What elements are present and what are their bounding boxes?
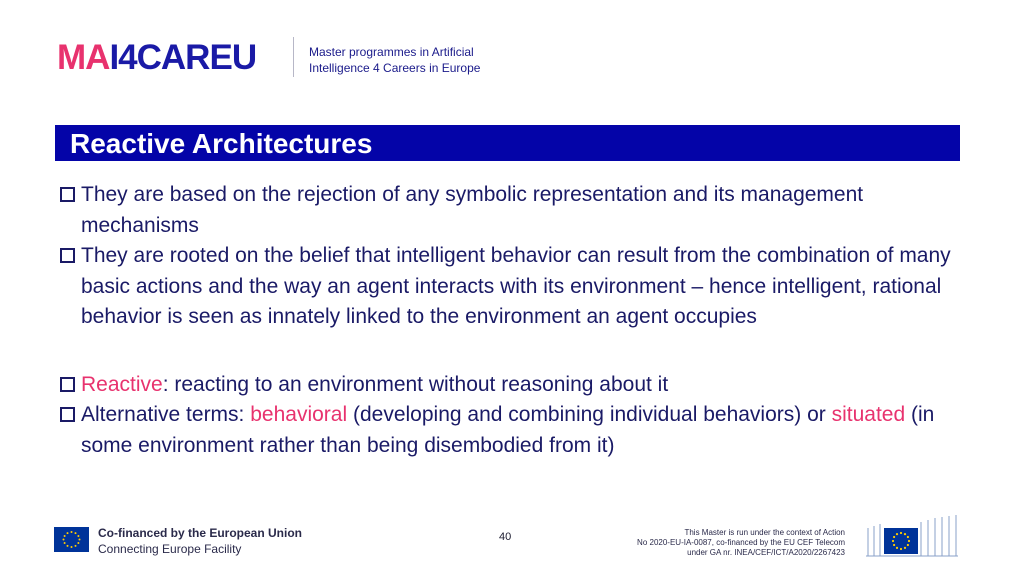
mai4careu-logo bbox=[57, 38, 256, 78]
bullet-text bbox=[81, 400, 968, 461]
subtitle-line-1: Master programmes in Artificial bbox=[309, 45, 474, 59]
action-notice-line-3: under GA nr. INEA/CEF/ICT/A2020/2267423 bbox=[687, 548, 845, 557]
checkbox-bullet-icon bbox=[60, 407, 75, 422]
term-behavioral: behavioral bbox=[250, 403, 348, 426]
subtitle-line-2: Intelligence 4 Careers in Europe bbox=[309, 61, 481, 75]
action-notice bbox=[600, 528, 845, 558]
checkbox-bullet-icon bbox=[60, 377, 75, 392]
alt-terms-suffix: (in some environment rather than being disembodied from it) bbox=[81, 403, 935, 457]
logo-part-ma: MA bbox=[57, 38, 110, 77]
bullet-text: They are based on the rejection of any symbolic representation and its management mechanisms bbox=[81, 183, 864, 237]
eu-flag-icon bbox=[54, 527, 89, 552]
page-number: 40 bbox=[499, 531, 512, 543]
checkbox-bullet-icon bbox=[60, 248, 75, 263]
programme-subtitle bbox=[309, 44, 480, 76]
action-notice-line-2: No 2020-EU-IA-0087, co-financed by the EU CEF Telecom bbox=[637, 538, 845, 547]
bullet-item bbox=[58, 400, 968, 461]
logo-part-eu: EU bbox=[209, 38, 257, 77]
term-reactive-definition: : reacting to an environment without reasoning about it bbox=[162, 372, 669, 396]
alt-terms-prefix: Alternative terms: bbox=[81, 403, 251, 426]
bullet-text bbox=[81, 370, 968, 401]
slide-title: Reactive Architectures bbox=[70, 128, 373, 159]
slide-title-bar bbox=[55, 125, 960, 161]
alt-terms-mid: (developing and combining individual behaviors) or bbox=[347, 403, 832, 426]
european-commission-building-icon bbox=[866, 514, 958, 558]
bullet-item bbox=[58, 370, 968, 401]
checkbox-bullet-icon bbox=[60, 187, 75, 202]
eu-cofinancing-label bbox=[98, 525, 302, 557]
cef-text: Connecting Europe Facility bbox=[98, 542, 242, 556]
logo-part-i4car: I4CAR bbox=[109, 38, 210, 77]
bullet-text: They are rooted on the belief that intelligent behavior can result from the combination of many basic actions and the way an agent interacts with its environment – hence intelligent, rational behavior is seen as innately linked to the environment an agent occupies bbox=[81, 244, 951, 328]
bullet-item bbox=[58, 180, 968, 241]
action-notice-line-1: This Master is run under the context of Action bbox=[684, 528, 845, 537]
bullet-item bbox=[58, 241, 968, 333]
slide-content bbox=[58, 180, 968, 461]
logo-divider bbox=[293, 37, 294, 77]
term-reactive: Reactive bbox=[81, 372, 163, 396]
cofinanced-text: Co-financed by the European Union bbox=[98, 526, 303, 540]
term-situated: situated bbox=[831, 403, 906, 426]
